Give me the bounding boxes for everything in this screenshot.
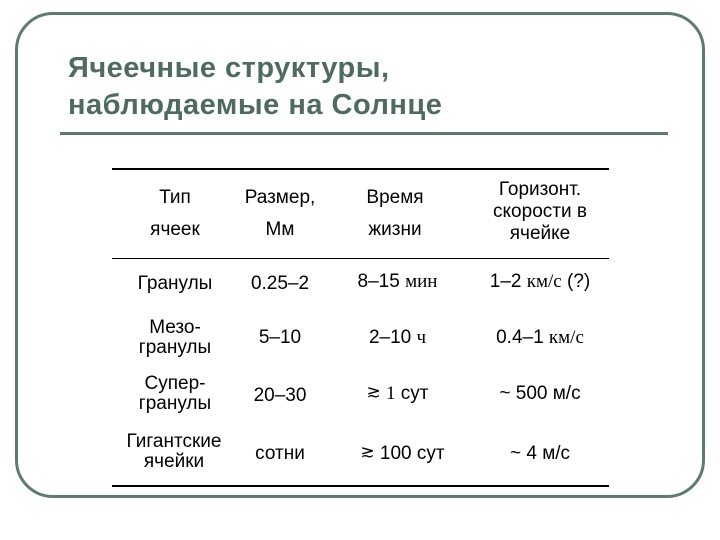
row1-velocity-num: 1–2 <box>489 271 522 292</box>
row4-size: сотни <box>255 443 305 464</box>
header-velocity-line2: скорости в <box>493 201 587 222</box>
header-size-line2: Мм <box>265 219 295 240</box>
row2-type <box>120 318 230 360</box>
row4-velocity: ~ 4 м/с <box>509 443 571 464</box>
row2-type-line1: Мезо- <box>149 317 201 338</box>
header-velocity <box>470 180 610 250</box>
row2-type-line2: гранулы <box>138 337 212 358</box>
row3-lifetime-num: 1 <box>386 383 396 404</box>
header-size-line1: Размер, <box>244 187 316 208</box>
table-header-rule <box>112 258 609 259</box>
row1-type-line1: Гранулы <box>137 273 213 294</box>
row3-lifetime-gtrsim: ≳ <box>366 382 381 402</box>
header-lifetime-line2: жизни <box>368 219 422 240</box>
row1-lifetime <box>335 272 460 292</box>
table-bottom-rule <box>112 485 609 487</box>
header-type-line2: ячеек <box>150 219 200 240</box>
title-line-2: наблюдаемые на Солнце <box>68 89 443 121</box>
row2-velocity-num: 0.4–1 <box>496 327 544 348</box>
row4-lifetime <box>340 444 465 464</box>
row4-lifetime-num: 100 <box>379 443 412 464</box>
row1-lifetime-unit: мин <box>405 271 438 292</box>
row1-velocity-note: (?) <box>567 271 591 292</box>
header-type <box>125 188 225 248</box>
row4-type-line1: Гигантские <box>126 431 222 452</box>
row1-velocity-unit: км/с <box>526 271 562 292</box>
row2-lifetime <box>335 328 460 348</box>
row1-type <box>120 274 230 294</box>
row3-size: 20–30 <box>253 385 307 406</box>
row1-size: 0.25–2 <box>250 273 310 294</box>
row3-lifetime <box>335 384 460 404</box>
row2-lifetime-unit: ч <box>416 327 427 348</box>
header-size <box>230 188 330 248</box>
row3-type-line1: Супер- <box>144 373 206 394</box>
header-lifetime <box>345 188 445 248</box>
title-underline <box>60 132 668 135</box>
row4-lifetime-unit: сут <box>416 443 445 464</box>
header-type-line1: Тип <box>159 187 191 208</box>
table-top-rule <box>112 168 609 170</box>
row2-size: 5–10 <box>258 327 302 348</box>
row2-velocity <box>470 328 610 348</box>
row3-type <box>120 374 230 416</box>
row1-lifetime-num: 8–15 <box>357 271 400 292</box>
slide-title <box>68 50 442 124</box>
row4-type <box>115 432 233 474</box>
header-velocity-line1: Горизонт. <box>498 179 582 200</box>
title-line-1: Ячеечные структуры, <box>68 52 390 84</box>
row4-type-line2: ячейки <box>143 451 205 472</box>
row3-type-line2: гранулы <box>138 393 212 414</box>
row2-lifetime-num: 2–10 <box>368 327 412 348</box>
row1-velocity <box>470 272 610 292</box>
header-velocity-line3: ячейке <box>509 223 571 244</box>
row3-velocity: ~ 500 м/с <box>499 383 581 404</box>
row4-lifetime-gtrsim: ≳ <box>360 442 375 462</box>
row3-lifetime-unit: сут <box>400 383 429 404</box>
row2-velocity-unit: км/с <box>548 327 584 348</box>
header-lifetime-line1: Время <box>366 187 424 208</box>
